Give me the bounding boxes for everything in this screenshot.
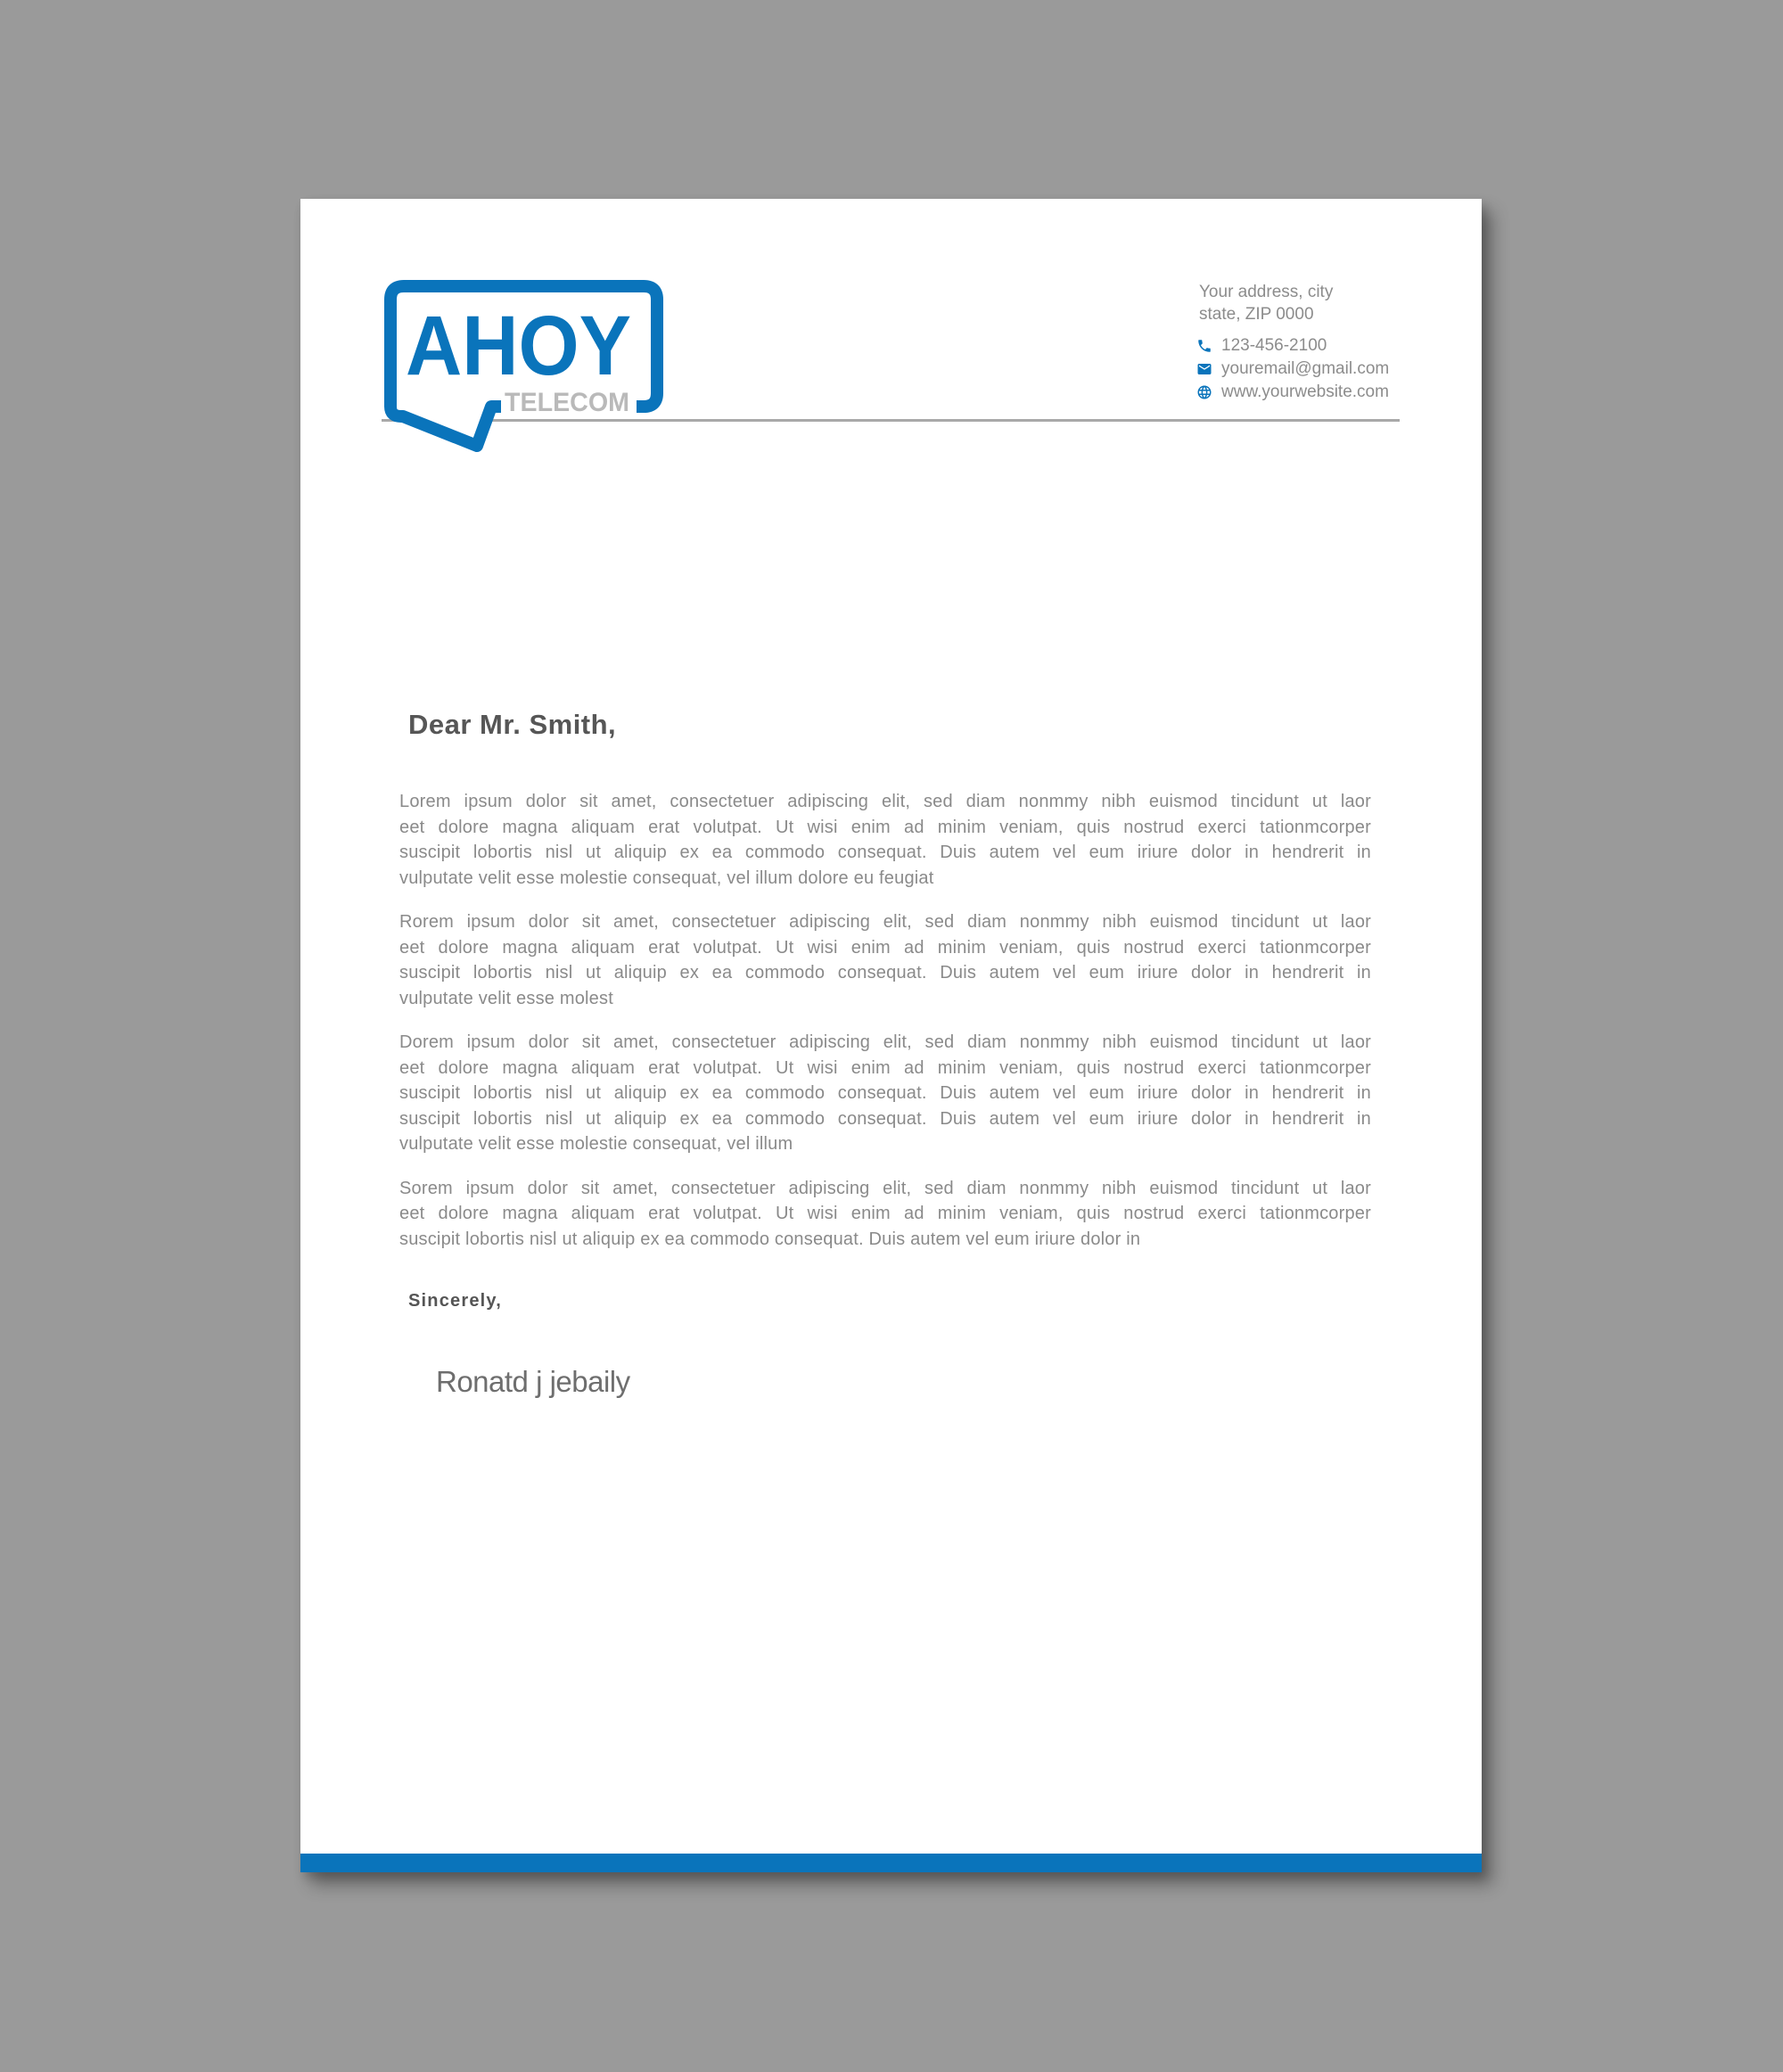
paragraph-line: suscipit lobortis nisl ut aliquip ex ea commodo consequat. Duis autem vel eum iriure dolor in hendrerit in — [399, 1083, 1371, 1103]
website-url: www.yourwebsite.com — [1221, 382, 1389, 401]
paragraph-line: eet dolore magna aliquam erat volutpat. Ut wisi enim ad minim veniam, quis nostrud exerci tationmcorper — [399, 937, 1371, 958]
phone-icon — [1196, 338, 1212, 354]
contact-block — [1196, 337, 1389, 407]
ahoy-telecom-logo — [379, 276, 664, 477]
closing: Sincerely, — [408, 1291, 503, 1311]
letterhead-page — [300, 199, 1482, 1872]
paragraph-line: suscipit lobortis nisl ut aliquip ex ea commodo consequat. Duis autem vel eum iriure dolor in hendrerit in — [399, 963, 1371, 983]
contact-row-website — [1196, 383, 1389, 400]
paragraph-line: suscipit lobortis nisl ut aliquip ex ea commodo consequat. Duis autem vel eum iriure dolor in hendrerit in — [399, 1108, 1371, 1129]
paragraph-line: eet dolore magna aliquam erat volutpat. Ut wisi enim ad minim veniam, quis nostrud exerci tationmcorper — [399, 1204, 1371, 1223]
paragraph-line: eet dolore magna aliquam erat volutpat. Ut wisi enim ad minim veniam, quis nostrud exerci tationmcorper — [399, 817, 1371, 837]
email-address: youremail@gmail.com — [1221, 358, 1390, 378]
paragraph-line: eet dolore magna aliquam erat volutpat. Ut wisi enim ad minim veniam, quis nostrud exerci tationmcorper — [399, 1057, 1371, 1078]
paragraph — [399, 789, 1371, 891]
paragraph-line: vulputate velit esse molest — [399, 988, 613, 1008]
address-line-1: Your address, city — [1199, 283, 1334, 301]
paragraph — [399, 1030, 1371, 1157]
paragraph-line: Dorem ipsum dolor sit amet, consectetuer adipiscing elit, sed diam nonmmy nibh euismod tincidunt ut laor — [399, 1032, 1371, 1052]
paragraph-line: suscipit lobortis nisl ut aliquip ex ea commodo consequat. Duis autem vel eum iriure dolor in — [399, 1229, 1141, 1249]
paragraph-line: vulputate velit esse molestie consequat, vel illum dolore eu feugiat — [399, 867, 934, 888]
logo-subtitle-text: TELECOM — [505, 388, 629, 417]
paragraph-line: Lorem ipsum dolor sit amet, consectetuer adipiscing elit, sed diam nonmmy nibh euismod tincidunt ut laor — [399, 792, 1371, 811]
paragraph — [399, 1176, 1371, 1253]
address-block — [1199, 281, 1333, 325]
paragraph-line: vulputate velit esse molestie consequat, vel illum — [399, 1134, 793, 1154]
signature-name: Ronatd j jebaily — [436, 1365, 630, 1398]
paragraph-line: suscipit lobortis nisl ut aliquip ex ea commodo consequat. Duis autem vel eum iriure dolor in hendrerit in — [399, 843, 1371, 862]
contact-row-email — [1196, 360, 1389, 377]
email-icon — [1196, 361, 1212, 377]
globe-icon — [1196, 384, 1212, 400]
paragraph-line: Sorem ipsum dolor sit amet, consectetuer adipiscing elit, sed diam nonmmy nibh euismod tincidunt ut laor — [399, 1178, 1371, 1198]
logo-brand-text: AHOY — [406, 299, 631, 393]
address-line-2: state, ZIP 0000 — [1199, 305, 1314, 324]
contact-row-phone — [1196, 337, 1389, 354]
paragraph-line: Rorem ipsum dolor sit amet, consectetuer adipiscing elit, sed diam nonmmy nibh euismod tincidunt ut laor — [399, 912, 1371, 932]
footer-accent-bar — [300, 1854, 1482, 1872]
phone-number: 123-456-2100 — [1221, 335, 1327, 355]
salutation: Dear Mr. Smith, — [408, 709, 617, 740]
paragraph — [399, 909, 1371, 1011]
letter-paragraphs — [399, 789, 1371, 1270]
